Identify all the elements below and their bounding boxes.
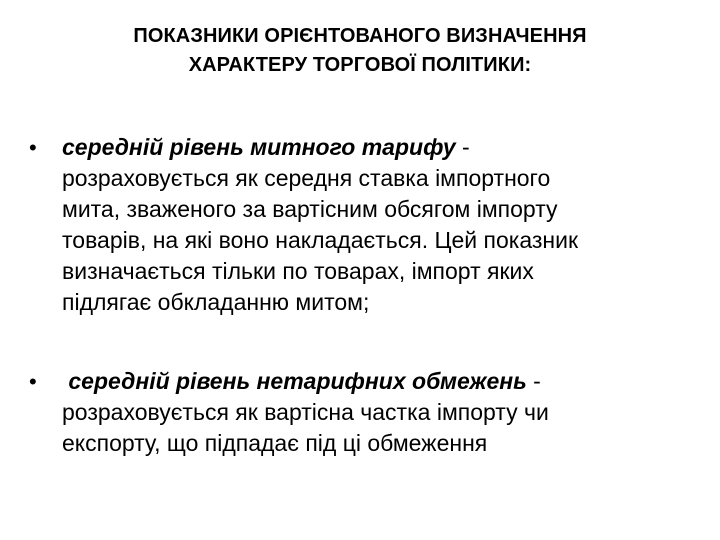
bullet-item-tariff-level	[29, 132, 702, 318]
bullet-text-line: товарів, на які воно накладається. Цей показник	[62, 227, 579, 253]
bullet-first-line	[62, 366, 702, 397]
bullet-term: середній рівень митного тарифу	[62, 134, 456, 160]
bullet-term-separator: -	[526, 368, 541, 394]
slide-title-line-2: ХАРАКТЕРУ ТОРГОВОЇ ПОЛІТИКИ:	[188, 54, 532, 76]
bullet-dot-icon: •	[29, 135, 37, 160]
bullet-first-line	[62, 132, 702, 163]
bullet-item-nontariff-restrictions	[29, 366, 702, 459]
bullet-text-line: розраховується як середня ставка імпортного	[62, 165, 551, 191]
bullet-term-separator: -	[455, 134, 470, 160]
bullet-text-line: експорту, що підпадає під ці обмеження	[62, 430, 488, 456]
bullet-text-line: розраховується як вартісна частка імпорту чи	[62, 399, 549, 425]
bullet-dot-icon: •	[29, 369, 37, 394]
bullet-text-line: визначається тільки по товарах, імпорт яких	[62, 258, 534, 284]
bullet-text-line: підлягає обкладанню митом;	[62, 289, 370, 315]
slide-title-line-1: ПОКАЗНИКИ ОРІЄНТОВАНОГО ВИЗНАЧЕННЯ	[133, 25, 587, 47]
bullet-text-line: мита, зваженого за вартісним обсягом імпорту	[62, 196, 558, 222]
bullet-term: середній рівень нетарифних обмежень	[68, 368, 527, 394]
